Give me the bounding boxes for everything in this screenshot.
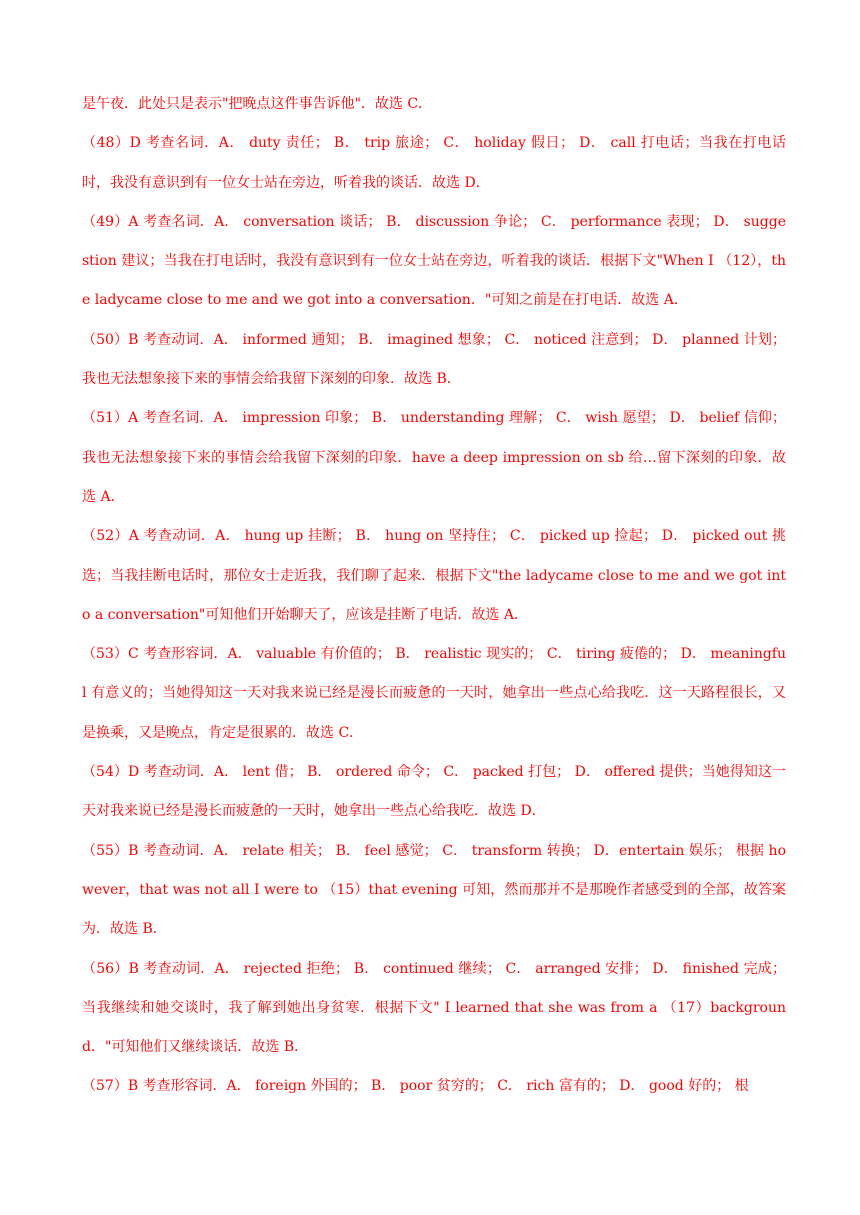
answer-explanations [82, 85, 786, 1107]
answer-50: （50）B 考查动词．A． informed 通知； B． imagined 想象； C． noticed 注意到； D． planned 计划；我也无法想象接下来的事情会给我留下深刻的印象．故选 B． [82, 331, 786, 388]
answer-56: （56）B 考查动词．A． rejected 拒绝； B． continued 继续； C． arranged 安排； D． finished 完成；当我继续和她交谈时，我了解到她出身贫寒．根据下文" I learned that she was from a （17）background．"可知他们又继续谈话．故选 B． [82, 960, 786, 1056]
answer-55: （55）B 考查动词．A． relate 相关； B． feel 感觉； C． transform 转换； D．entertain 娱乐； 根据 however，that was not all I were to （15）that evening 可知，然而那并不是那晚作者感受到的全部，故答案为．故选 B． [82, 842, 786, 938]
answer-49: （49）A 考查名词．A． conversation 谈话； B． discussion 争论； C． performance 表现； D． suggestion 建议；当我在打电话时，我没有意识到有一位女士站在旁边，听着我的谈话．根据下文"When I （12），the ladycame close to me and we got into a conversation．"可知之前是在打电话．故选 A． [82, 213, 786, 309]
answer-57: （57）B 考查形容词．A． foreign 外国的； B． poor 贫穷的； C． rich 富有的； D． good 好的； 根 [82, 1078, 749, 1095]
answer-48: （48）D 考查名词．A． duty 责任； B． trip 旅途； C． holiday 假日； D． call 打电话；当我在打电话时，我没有意识到有一位女士站在旁边，听着我的谈话．故选 D． [82, 135, 786, 191]
paragraph-continuation: 是午夜．此处只是表示"把晚点这件事告诉他"．故选 C． [82, 96, 433, 112]
answer-52: （52）A 考查动词．A． hung up 挂断； B． hung on 坚持住； C． picked up 捡起； D． picked out 挑选；当我挂断电话时，那位女士走近我，我们聊了起来．根据下文"the ladycame close to me and we got into a conversation"可知他们开始聊天了，应该是挂断了电话．故选 A． [82, 528, 786, 623]
answer-51: （51）A 考查名词．A． impression 印象； B． understanding 理解； C． wish 愿望； D． belief 信仰；我也无法想象接下来的事情会给我留下深刻的印象．have a deep impression on sb 给…留下深刻的印象．故选 A． [82, 410, 786, 505]
answer-54: （54）D 考查动词．A． lent 借； B． ordered 命令； C． packed 打包； D． offered 提供；当她得知这一天对我来说已经是漫长而疲惫的一天时，她拿出一些点心给我吃．故选 D． [82, 764, 786, 820]
answer-53: （53）C 考查形容词．A． valuable 有价值的； B． realistic 现实的； C． tiring 疲倦的； D． meaningful 有意义的；当她得知这一天对我来说已经是漫长而疲惫的一天时，她拿出一些点心给我吃．这一天路程很长，又是换乘，又是晚点，肯定是很累的．故选 C． [82, 646, 786, 741]
